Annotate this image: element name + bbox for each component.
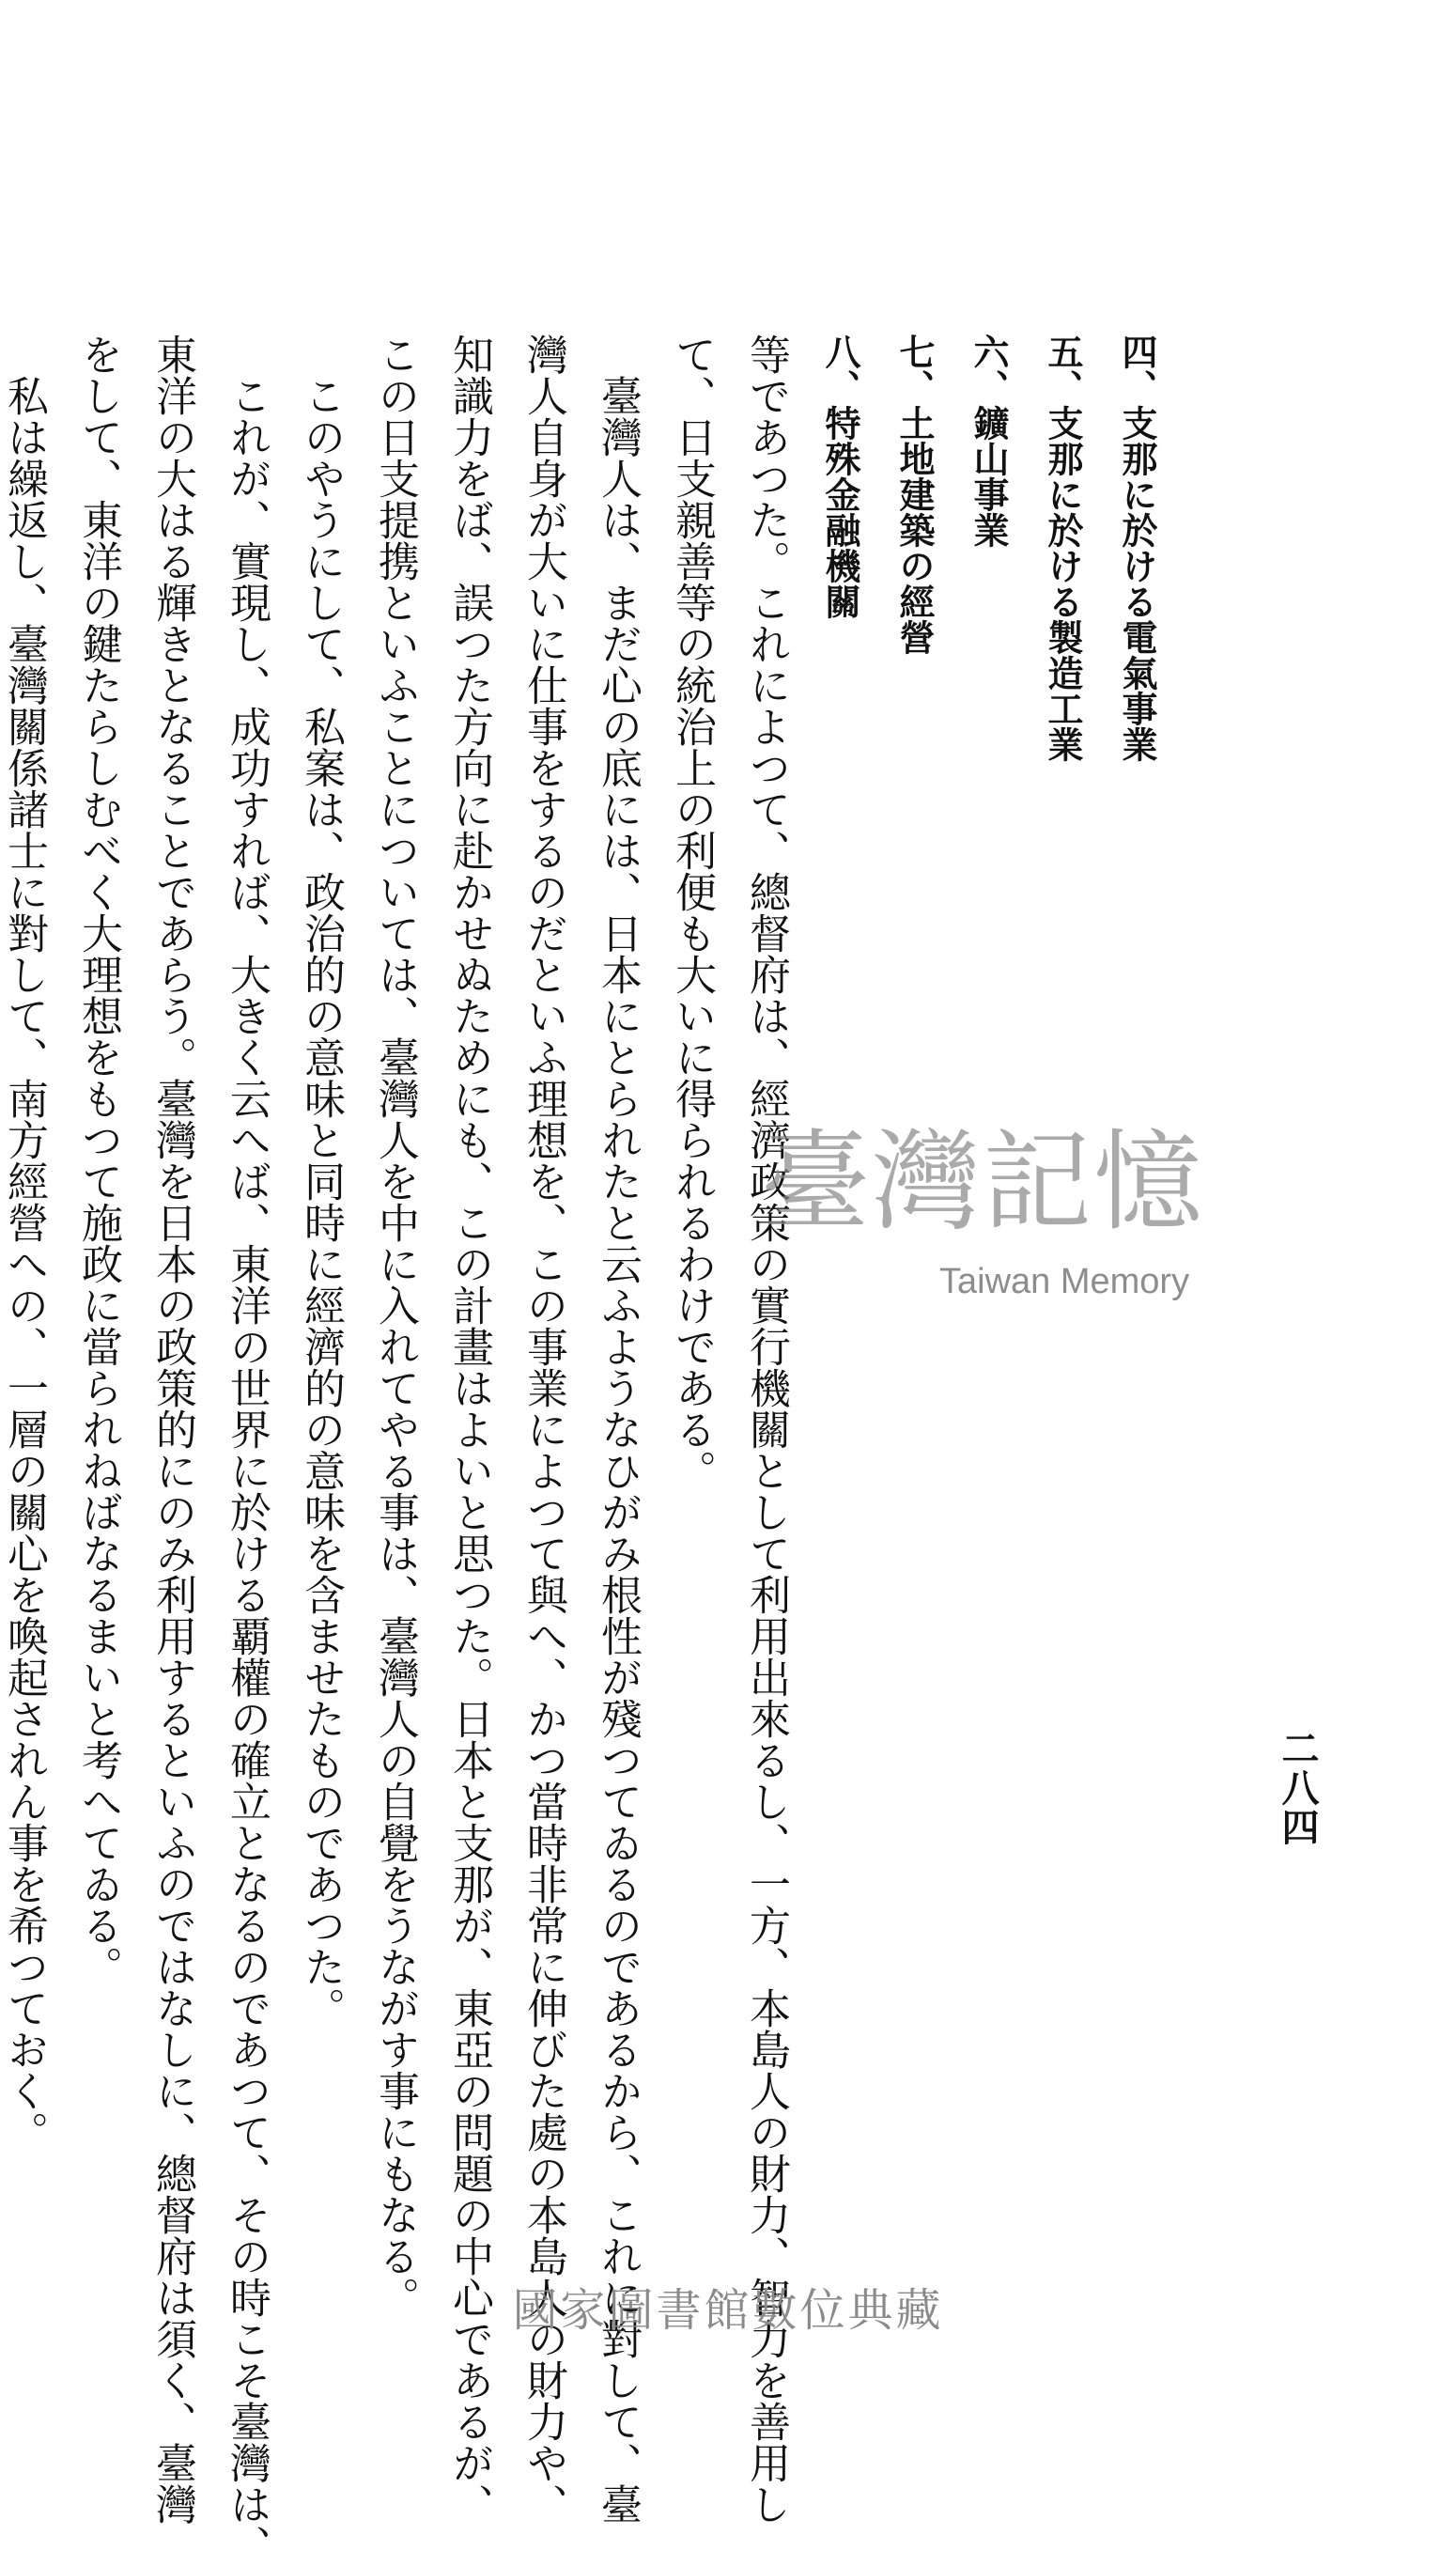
list-item: 四、支那に於ける電氣事業 [1116, 334, 1158, 762]
watermark-subtitle: Taiwan Memory [939, 1262, 1190, 1301]
paragraph-line: て、日支親善等の統治上の利便も大いに得られるわけである。 [668, 334, 716, 1491]
list-item: 六、鑛山事業 [968, 334, 1010, 548]
paragraph-line: 知識力をば、誤つた方向に赴かせぬためにも、この計畫はよいと思つた。日本と支那が、東亞の問題の中心であるが、 [445, 334, 493, 2525]
paragraph-line: このやうにして、私案は、政治的の意味と同時に經濟的の意味を含ませたものであつた。 [297, 375, 345, 2029]
list-item: 七、土地建築の經營 [893, 334, 936, 655]
watermark-logo [761, 1095, 1249, 1348]
list-item: 八、特殊金融機關 [819, 334, 861, 619]
list-item: 五、支那に於ける製造工業 [1042, 334, 1084, 762]
paragraph-line: 臺灣人は、まだ心の底には、日本にとられたと云ふようなひがみ根性が殘つてゐるのであるから、これに對して、臺 [594, 375, 642, 2525]
paragraph-line: をして、東洋の鍵たらしむべく大理想をもつて施政に當られねばなるまいと考へてゐる。 [74, 334, 122, 1987]
paragraph-line: 等であつた。これによつて、總督府は、經濟政策の實行機關として利用出來るし、一方、本島人の財力、智力を善用し [742, 334, 790, 2525]
footer-credit: 國家圖書館數位典藏 [512, 2284, 944, 2337]
paragraph-line: 灣人自身が大いに仕事をするのだといふ理想を、この事業によつて與へ、かつ當時非常に伸びた處の本島人の財力や、 [519, 334, 567, 2525]
paragraph-line: これが、實現し、成功すれば、大きく云へば、東洋の世界に於ける覇權の確立となるのであつて、その時こそ臺灣は、 [223, 375, 271, 2566]
page-number: 二八四 [1276, 1729, 1320, 1847]
watermark-title: 臺灣記憶 [761, 1119, 1204, 1246]
paragraph-line: 私は繰返し、臺灣關係諸士に對して、南方經營への、一層の關心を喚起されん事を希つておく。 [0, 375, 48, 2153]
paragraph-line: 東洋の大はる輝きとなることであらう。臺灣を日本の政策的にのみ利用するといふのではなしに、總督府は須く、臺灣 [148, 334, 196, 2525]
paragraph-line: この日支提携といふことについては、臺灣人を中に入れてやる事は、臺灣人の自覺をうながす事にもなる。 [371, 334, 419, 2318]
